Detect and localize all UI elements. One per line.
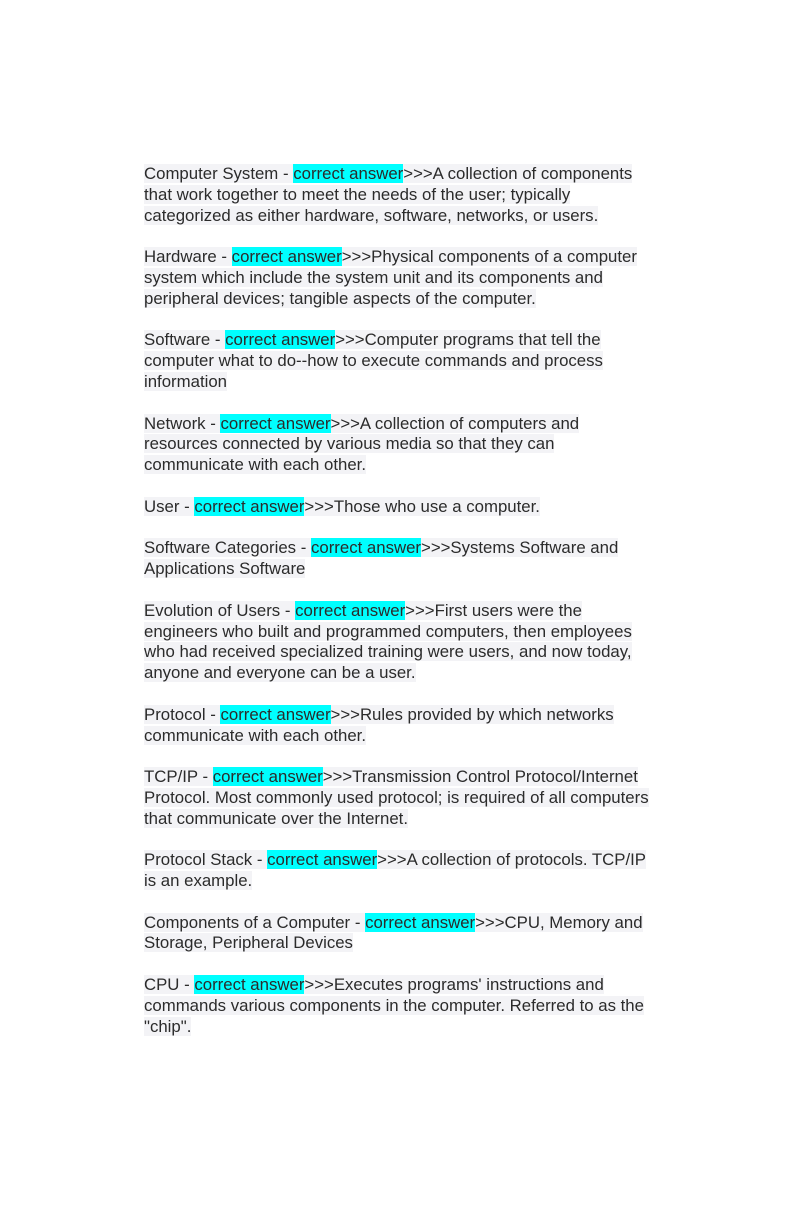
entry-term: Network <box>144 413 206 433</box>
entry-definition: Physical components of a computer system which include the system unit and its components and peripheral devices; tangible aspects of the computer. <box>144 247 637 308</box>
entry-tcp-ip <box>144 767 650 829</box>
entry-term: CPU <box>144 975 180 995</box>
answer-highlight: correct answer <box>220 704 331 724</box>
entry-arrow: >>> <box>335 330 365 350</box>
entry-protocol <box>144 705 650 747</box>
entry-separator: - <box>210 330 226 350</box>
entry-term: Software <box>144 330 211 350</box>
entry-term: Evolution of Users <box>144 600 281 620</box>
entry-term: Hardware <box>144 247 217 267</box>
entry-separator: - <box>216 247 232 267</box>
entry-arrow: >>> <box>322 767 353 787</box>
answer-highlight: correct answer <box>212 767 323 787</box>
answer-highlight: correct answer <box>365 912 476 932</box>
entry-definition: Those who use a computer. <box>333 496 540 516</box>
entry-term: Computer System <box>144 164 279 183</box>
entry-arrow: >>> <box>475 912 505 932</box>
entry-arrow: >>> <box>377 850 407 870</box>
answer-highlight: correct answer <box>194 496 305 516</box>
entry-definition: CPU, Memory and Storage, Peripheral Devices <box>144 912 643 953</box>
entry-term: Components of a Computer <box>144 912 351 932</box>
answer-highlight: correct answer <box>194 975 305 995</box>
entry-hardware <box>144 247 650 309</box>
entry-software-categories <box>144 538 650 580</box>
entry-protocol-stack <box>144 850 650 892</box>
entry-term: Protocol Stack <box>144 850 253 870</box>
answer-highlight: correct answer <box>295 600 406 620</box>
entry-term: TCP/IP <box>144 767 198 787</box>
entry-separator: - <box>179 496 195 516</box>
entry-term: Protocol <box>144 704 206 724</box>
answer-highlight: correct answer <box>310 538 422 558</box>
entry-separator: - <box>197 767 213 787</box>
entry-arrow: >>> <box>341 247 372 267</box>
entry-cpu <box>144 975 650 1037</box>
entry-term: User <box>144 496 180 516</box>
entry-definition: Transmission Control Protocol/Internet Protocol. Most commonly used protocol; is required of all computers that communicate over the Internet. <box>144 767 649 828</box>
entry-definition: Rules provided by which networks communicate with each other. <box>144 704 614 745</box>
entry-computer-system <box>144 164 650 226</box>
entry-definition: Computer programs that tell the computer what to do--how to execute commands and process information <box>144 330 603 391</box>
flashcard-list <box>144 164 650 1058</box>
entry-term: Software Categories <box>144 538 297 558</box>
entry-arrow: >>> <box>403 164 433 183</box>
entry-software <box>144 330 650 392</box>
answer-highlight: correct answer <box>293 164 404 183</box>
entry-arrow: >>> <box>304 496 334 516</box>
entry-separator: - <box>296 538 311 558</box>
entry-arrow: >>> <box>304 975 334 995</box>
entry-components-of-a-computer <box>144 913 650 955</box>
entry-definition: Executes programs' instructions and commands various components in the computer. Referred to as the "chip". <box>144 975 644 1036</box>
entry-separator: - <box>179 975 195 995</box>
entry-arrow: >>> <box>405 600 435 620</box>
answer-highlight: correct answer <box>267 850 378 870</box>
entry-separator: - <box>280 600 296 620</box>
entry-separator: - <box>350 912 366 932</box>
answer-highlight: correct answer <box>231 247 342 267</box>
entry-separator: - <box>205 413 221 433</box>
entry-definition: First users were the engineers who built and programmed computers, then employees who had received specialized training were users, and now today, anyone and everyone can be a user. <box>144 600 632 683</box>
entry-user <box>144 497 650 518</box>
entry-definition: A collection of components that work together to meet the needs of the user; typically categorized as either hardware, software, networks, or users. <box>144 164 633 225</box>
entry-network <box>144 414 650 476</box>
entry-separator: - <box>278 164 294 183</box>
entry-separator: - <box>205 704 221 724</box>
entry-evolution-of-users <box>144 601 650 684</box>
entry-arrow: >>> <box>421 538 451 558</box>
entry-separator: - <box>252 850 268 870</box>
answer-highlight: correct answer <box>225 330 336 350</box>
answer-highlight: correct answer <box>220 413 331 433</box>
entry-definition: A collection of computers and resources connected by various media so that they can communicate with each other. <box>144 413 580 475</box>
entry-arrow: >>> <box>330 704 360 724</box>
entry-definition: Systems Software and Applications Software <box>144 538 619 579</box>
entry-arrow: >>> <box>330 413 360 433</box>
entry-definition: A collection of protocols. TCP/IP is an example. <box>144 850 646 891</box>
